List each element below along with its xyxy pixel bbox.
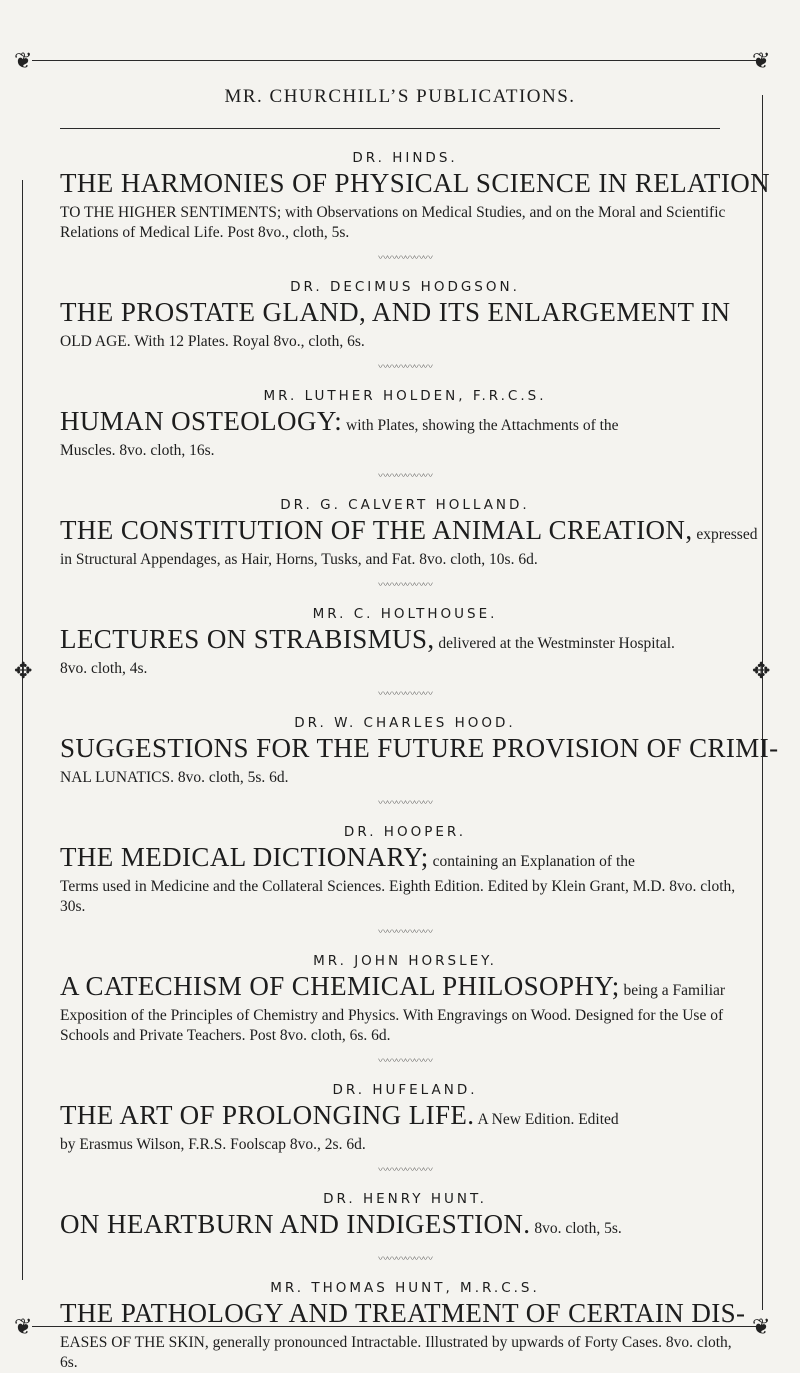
entry-description: TO THE HIGHER SENTIMENTS; with Observations on Medical Studies, and on the Moral and Scientific Relations of Medical Life. Post 8vo., cloth, 5s. <box>60 204 726 241</box>
entry-description: NAL LUNATICS. 8vo. cloth, 5s. 6d. <box>60 769 289 786</box>
entry-author: DR. G. CALVERT HOLLAND. <box>280 497 530 513</box>
entry-title-tail: 8vo. cloth, 5s. <box>530 1220 622 1237</box>
entry-description: Exposition of the Principles of Chemistry and Physics. With Engravings on Wood. Designed for the Use of Schools and Private Teachers. Post 8vo. cloth, 6s. 6d. <box>60 1007 724 1044</box>
entry-title-line <box>60 1100 750 1135</box>
publication-entry <box>60 388 750 483</box>
publication-entry <box>60 953 750 1068</box>
ornamental-separator: 〰〰〰〰〰〰 <box>378 580 432 591</box>
page-header: MR. CHURCHILL’S PUBLICATIONS. <box>224 86 576 107</box>
entry-title-tail: containing an Explanation of the <box>428 853 635 870</box>
side-ornament-left-1: ✥ <box>14 658 33 683</box>
ornamental-separator: 〰〰〰〰〰〰 <box>378 798 432 809</box>
entry-title-tail: being a Familiar <box>619 982 726 999</box>
entry-title-line <box>60 733 779 768</box>
entry-title: SUGGESTIONS FOR THE FUTURE PROVISION OF CRIMI- <box>60 733 779 763</box>
entry-author: MR. C. HOLTHOUSE. <box>312 606 498 622</box>
entry-title: THE PROSTATE GLAND, AND ITS ENLARGEMENT IN <box>60 297 731 327</box>
entry-description: 8vo. cloth, 4s. <box>60 660 148 677</box>
entry-title-line <box>60 406 750 441</box>
corner-ornament-bottom-left: ❦ <box>14 1314 33 1339</box>
corner-ornament-bottom-right: ❦ <box>752 1314 771 1339</box>
entry-title: LECTURES ON STRABISMUS, <box>60 624 435 654</box>
entry-author: DR. HOOPER. <box>343 824 467 840</box>
entry-title-line <box>60 842 750 877</box>
publication-entry <box>60 1082 750 1177</box>
publication-entry <box>60 150 771 265</box>
entry-title: THE CONSTITUTION OF THE ANIMAL CREATION, <box>60 515 693 545</box>
entry-title: THE ART OF PROLONGING LIFE. <box>60 1100 475 1130</box>
entry-title: HUMAN OSTEOLOGY: <box>60 406 343 436</box>
entry-title: A CATECHISM OF CHEMICAL PHILOSOPHY; <box>60 971 620 1001</box>
ornamental-separator: 〰〰〰〰〰〰 <box>378 1056 432 1067</box>
entry-author: MR. THOMAS HUNT, M.R.C.S. <box>270 1280 540 1296</box>
entry-title: THE PATHOLOGY AND TREATMENT OF CERTAIN DIS- <box>60 1298 746 1328</box>
ornamental-separator: 〰〰〰〰〰〰 <box>378 253 432 264</box>
entry-title-line <box>60 971 750 1006</box>
ornamental-separator: 〰〰〰〰〰〰 <box>378 471 432 482</box>
entry-author: DR. W. CHARLES HOOD. <box>294 715 516 731</box>
entry-title-line <box>60 168 771 203</box>
entry-title: THE HARMONIES OF PHYSICAL SCIENCE IN RELATION <box>60 168 771 198</box>
publication-entry <box>60 497 758 592</box>
ornamental-separator: 〰〰〰〰〰〰 <box>378 1165 432 1176</box>
entry-description: Muscles. 8vo. cloth, 16s. <box>60 442 215 459</box>
entry-title: ON HEARTBURN AND INDIGESTION. <box>60 1209 531 1239</box>
entry-title-line <box>60 297 750 332</box>
publication-entry <box>60 279 750 374</box>
publication-entry <box>60 606 750 701</box>
publication-entry <box>60 1191 750 1266</box>
corner-ornament-top-right: ❦ <box>752 48 771 73</box>
entry-author: DR. HUFELAND. <box>332 1082 478 1098</box>
publication-entry <box>60 1280 750 1373</box>
top-rule <box>32 60 762 61</box>
entry-author: DR. DECIMUS HODGSON. <box>290 279 520 295</box>
entry-description: by Erasmus Wilson, F.R.S. Foolscap 8vo., 2s. 6d. <box>60 1136 366 1153</box>
entry-title-line <box>60 1209 750 1244</box>
entry-title-tail: A New Edition. Edited <box>474 1111 619 1128</box>
entry-description: in Structural Appendages, as Hair, Horns, Tusks, and Fat. 8vo. cloth, 10s. 6d. <box>60 551 538 568</box>
header-bottom-rule <box>60 128 720 129</box>
side-ornament-right-1: ✥ <box>752 658 771 683</box>
ornamental-separator: 〰〰〰〰〰〰 <box>378 689 432 700</box>
left-rule <box>22 180 23 1280</box>
entry-description: OLD AGE. With 12 Plates. Royal 8vo., cloth, 6s. <box>60 333 365 350</box>
entry-author: DR. HINDS. <box>352 150 458 166</box>
entry-author: MR. JOHN HORSLEY. <box>313 953 497 969</box>
entry-author: MR. LUTHER HOLDEN, F.R.C.S. <box>263 388 547 404</box>
ornamental-separator: 〰〰〰〰〰〰 <box>378 362 432 373</box>
publication-entry <box>60 715 779 810</box>
ornamental-separator: 〰〰〰〰〰〰 <box>378 927 432 938</box>
entry-title-line <box>60 1298 750 1333</box>
entry-title-tail: expressed <box>692 526 758 543</box>
entry-title-tail: delivered at the Westminster Hospital. <box>434 635 675 652</box>
corner-ornament-top-left: ❦ <box>14 48 33 73</box>
entry-title-line <box>60 624 750 659</box>
publication-entry <box>60 824 750 939</box>
right-rule <box>762 95 763 1310</box>
entry-description: Terms used in Medicine and the Collateral Sciences. Eighth Edition. Edited by Klein Grant, M.D. 8vo. cloth, 30s. <box>60 878 736 915</box>
ornamental-separator: 〰〰〰〰〰〰 <box>378 1254 432 1265</box>
entry-description: EASES OF THE SKIN, generally pronounced Intractable. Illustrated by upwards of Forty Cases. 8vo. cloth, 6s. <box>60 1334 732 1371</box>
entry-author: DR. HENRY HUNT. <box>323 1191 487 1207</box>
publication-list <box>60 150 779 1373</box>
entry-title: THE MEDICAL DICTIONARY; <box>60 842 429 872</box>
entry-title-line <box>60 515 758 550</box>
entry-title-tail: with Plates, showing the Attachments of the <box>342 417 619 434</box>
